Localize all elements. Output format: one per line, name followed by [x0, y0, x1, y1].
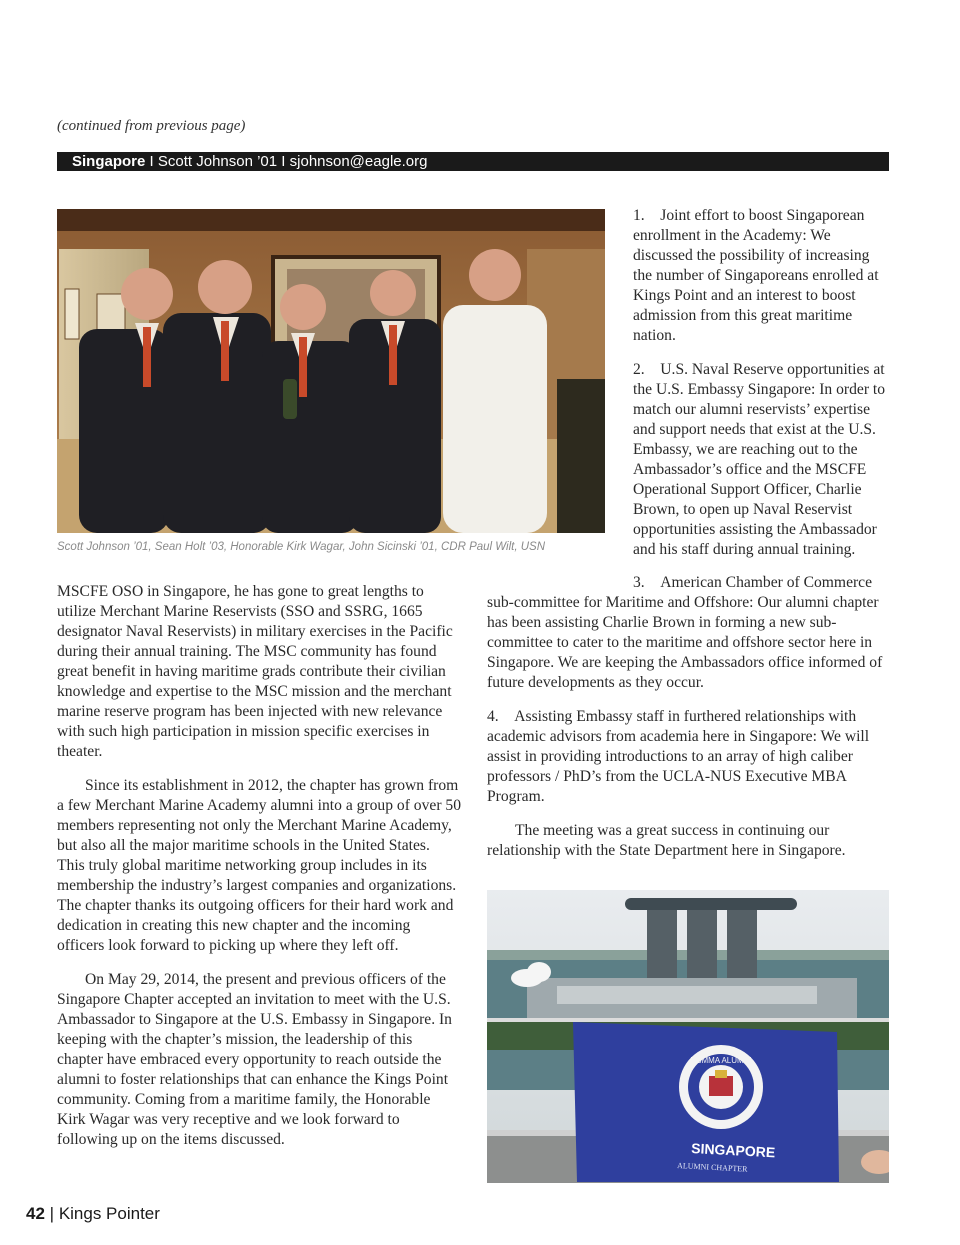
list-item-3: 3. American Chamber of Commerce sub-committee for Maritime and Offshore: Our alumni chapter has been assisting Charlie Brown in forming a new sub-committee to cater to the maritime and offshore sector here in Singapore. We are keeping the Ambassadors office informed of future developments as they occur.	[487, 574, 883, 691]
separator: I	[281, 153, 286, 170]
banner-title: SINGAPORE	[690, 1140, 776, 1161]
alumni-banner	[573, 1022, 839, 1182]
page-number: 42	[26, 1204, 45, 1223]
right-column-lower	[487, 573, 889, 875]
page-footer	[26, 1204, 160, 1224]
continued-note: (continued from previous page)	[57, 118, 246, 134]
right-column	[633, 206, 889, 574]
paragraph: MSCFE OSO in Singapore, he has gone to great lengths to utilize Merchant Marine Reservists (SSO and SSRG, 1665 designator Naval Reservists) in military exercises in the Pacific during their annual training. The MSC community has found great benefit in having maritime grads contribute their civilian knowledge and expertise to the MSC mission and the merchant marine reserve program has been injected with new relevance with such high participation in mission specific exercises in theater.	[57, 583, 453, 760]
banner-ring-text: USMMA ALUMNI	[690, 1056, 752, 1065]
group-photo-image	[57, 209, 605, 533]
marina-bay-image	[487, 890, 889, 1183]
banner-subtitle: ALUMNI CHAPTER	[676, 1161, 748, 1174]
list-item-2: 2. U.S. Naval Reserve opportunities at the U.S. Embassy Singapore: In order to match our alumni reservists’ expertise and support needs that exist at the U.S. Embassy, we are reaching out to the Ambassador’s office and the MSCFE Operational Support Officer, Charlie Brown, to open up Naval Reservist opportunities assisting the Ambassador and his staff during annual training.	[633, 361, 886, 558]
author-email: sjohnson@eagle.org	[289, 153, 428, 170]
list-item-1: 1. Joint effort to boost Singaporean enrollment in the Academy: We discussed the possibility of increasing the number of Singaporeans enrolled at Kings Point and an interest to boost admission from this great maritime nation.	[633, 207, 879, 344]
photo-caption: Scott Johnson ’01, Sean Holt ’03, Honorable Kirk Wagar, John Sicinski ’01, CDR Paul Wilt, USN	[57, 541, 546, 553]
author-name: Scott Johnson ’01	[157, 153, 278, 170]
group-photo	[57, 209, 605, 533]
paragraph: Since its establishment in 2012, the chapter has grown from a few Merchant Marine Academy alumni into a group of over 50 members representing not only the Merchant Marine Academy, but also all the major maritime schools in the United States. This truly global maritime networking group includes in its membership the industry’s largest companies and organizations. The chapter thanks its outgoing officers for their hard work and dedication in creating this new chapter and the incoming officers look forward to picking up where they left off.	[57, 777, 462, 954]
closing-paragraph: The meeting was a great success in continuing our relationship with the State Department here in Singapore.	[487, 822, 846, 859]
chapter-name: Singapore	[72, 153, 146, 170]
paragraph: On May 29, 2014, the present and previous officers of the Singapore Chapter accepted an invitation to meet with the U.S. Ambassador to Singapore at the U.S. Embassy in Singapore. In keeping with the chapter’s mission, the leadership of this chapter have embraced every opportunity to reach outside the alumni to foster relationships that can enhance the Kings Point community. Coming from a maritime family, the Honorable Kirk Wagar was very receptive and we look forward to following up on the items discussed.	[57, 971, 452, 1148]
footer-separator: |	[49, 1204, 55, 1223]
separator: I	[149, 153, 154, 170]
publication-name: Kings Pointer	[58, 1204, 160, 1223]
list-item-4: 4. Assisting Embassy staff in furthered relationships with academic advisors from academia here in Singapore: We will assist in providing introductions to an array of high caliber professors / PhD’s from the UCLA-NUS Executive MBA Program.	[487, 708, 870, 805]
section-header-bar	[57, 152, 889, 171]
marina-bay-photo	[487, 890, 889, 1183]
left-column	[57, 582, 461, 1164]
